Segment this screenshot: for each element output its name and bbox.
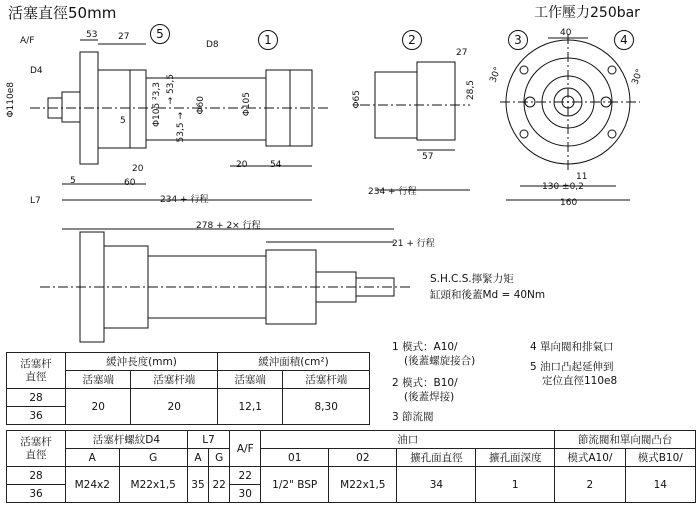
callout-2: 2	[402, 30, 422, 50]
dim-stroke-234: 234 + 行程	[160, 195, 209, 205]
callout-5: 5	[150, 24, 170, 44]
dim-phi110: Φ110e8	[6, 82, 16, 118]
dim-phi105-23: Φ105 ²3,3	[152, 82, 162, 128]
dim-130: 130 ±0,2	[542, 182, 584, 192]
dim-d4: D4	[30, 66, 43, 76]
t1-cell: 20	[131, 389, 218, 425]
t2-sub: 01	[261, 449, 329, 467]
note-1b: (後蓋螺旋接合)	[404, 355, 476, 367]
t2-sub: A	[187, 449, 208, 467]
callout-3: 3	[508, 30, 528, 50]
t2-cell: 2	[555, 467, 625, 503]
t2-cell: 1/2" BSP	[261, 467, 329, 503]
t1-sub: 活塞端	[217, 371, 282, 389]
t2-head-rod: 活塞杆 直徑	[7, 431, 66, 467]
t2-sub: A	[66, 449, 120, 467]
t2-head-af: A/F	[230, 431, 261, 467]
t1-cell: 20	[66, 389, 131, 425]
t2-cell: 22	[209, 467, 230, 503]
dimension-table	[6, 430, 696, 503]
t2-head-valve: 節流閥和單向閥凸台	[555, 431, 696, 449]
dim-28-5: 28,5	[466, 80, 476, 101]
dim-57: 57	[422, 152, 434, 162]
t1-head-cushion-length: 緩沖長度(mm)	[66, 353, 218, 371]
note-5b: 定位直徑110e8	[542, 375, 618, 387]
dim-60: 60	[124, 178, 136, 188]
cylinder-head	[98, 70, 146, 148]
dim-l7: L7	[30, 196, 41, 206]
t2-row-rod: 36	[7, 485, 66, 503]
dim-27b: 27	[456, 48, 468, 58]
dim-30-left: 30°	[488, 65, 504, 85]
t2-sub: 擴孔面深度	[476, 449, 555, 467]
callout-1: 1	[258, 30, 278, 50]
t2-head-port: 油口	[261, 431, 555, 449]
note-3: 3 節流閥	[392, 411, 434, 423]
dim-5: 5	[120, 116, 126, 126]
pressure-title: 工作壓力250bar	[534, 5, 640, 21]
dim-phi105: Φ105	[242, 92, 252, 117]
dim-40: 40	[560, 28, 572, 38]
t1-head-rod: 活塞杆 直徑	[7, 353, 66, 389]
t2-sub: 擴孔面直徑	[397, 449, 476, 467]
t2-cell: 34	[397, 467, 476, 503]
note-2: 2 模式：B10/	[392, 377, 458, 389]
dim-53-5-b: 53,5 →	[176, 112, 186, 143]
dim-stroke-278: 278 + 2× 行程	[196, 221, 261, 231]
note-2b: (後蓋焊接)	[404, 391, 455, 403]
t2-sub: 02	[329, 449, 397, 467]
t1-sub: 活塞杆端	[283, 371, 370, 389]
dim-54: 54	[270, 160, 282, 170]
torque-line-2: 缸頭和後蓋Md = 40Nm	[430, 289, 546, 301]
t1-cell: 8,30	[283, 389, 370, 425]
t1-sub: 活塞端	[66, 371, 131, 389]
t1-row-rod: 28	[7, 389, 66, 407]
t1-head-cushion-area: 緩沖面積(cm²)	[217, 353, 369, 371]
t2-cell: 30	[230, 485, 261, 503]
note-1: 1 模式：A10/	[392, 341, 458, 353]
t1-sub: 活塞杆端	[131, 371, 218, 389]
t2-cell: 35	[187, 467, 208, 503]
dim-af: A/F	[20, 36, 35, 46]
t2-cell: M22x1,5	[329, 467, 397, 503]
callout-4: 4	[614, 30, 634, 50]
t2-cell: 1	[476, 467, 555, 503]
t2-cell: M24x2	[66, 467, 120, 503]
t2-head-thread: 活塞杆螺紋D4	[66, 431, 188, 449]
t2-sub: 模式B10/	[625, 449, 695, 467]
page-title: 活塞直徑50mm	[8, 4, 117, 22]
t2-head-l7: L7	[187, 431, 229, 449]
note-5: 5 油口凸起延伸到	[530, 361, 614, 373]
dim-stroke-21: 21 + 行程	[392, 239, 435, 249]
t2-cell: 14	[625, 467, 695, 503]
dim-20b: 20	[236, 160, 248, 170]
dim-20: 20	[132, 164, 144, 174]
dim-5b: 5	[70, 176, 76, 186]
t1-row-rod: 36	[7, 407, 66, 425]
dim-53-5-a: → 53,5	[166, 74, 176, 105]
torque-line-1: S.H.C.S.擰緊力矩	[430, 273, 514, 285]
t2-cell: M22x1,5	[119, 467, 187, 503]
dim-30-right: 30°	[630, 67, 646, 87]
dim-phi65: Φ65	[352, 90, 362, 109]
dim-160: 160	[560, 198, 578, 208]
t2-sub: G	[119, 449, 187, 467]
t1-cell: 12,1	[217, 389, 282, 425]
dim-11: 11	[576, 172, 588, 182]
t2-row-rod: 28	[7, 467, 66, 485]
dim-53: 53	[86, 30, 98, 40]
t2-sub: G	[209, 449, 230, 467]
dim-phi60: Φ60	[196, 96, 206, 115]
t2-cell: 22	[230, 467, 261, 485]
cushion-table	[6, 352, 370, 425]
t2-sub: 模式A10/	[555, 449, 625, 467]
dim-stroke-234b: 234 + 行程	[368, 187, 417, 197]
dim-27: 27	[118, 32, 130, 42]
note-4: 4 單向閥和排氣口	[530, 341, 614, 353]
dim-d8: D8	[206, 40, 219, 50]
